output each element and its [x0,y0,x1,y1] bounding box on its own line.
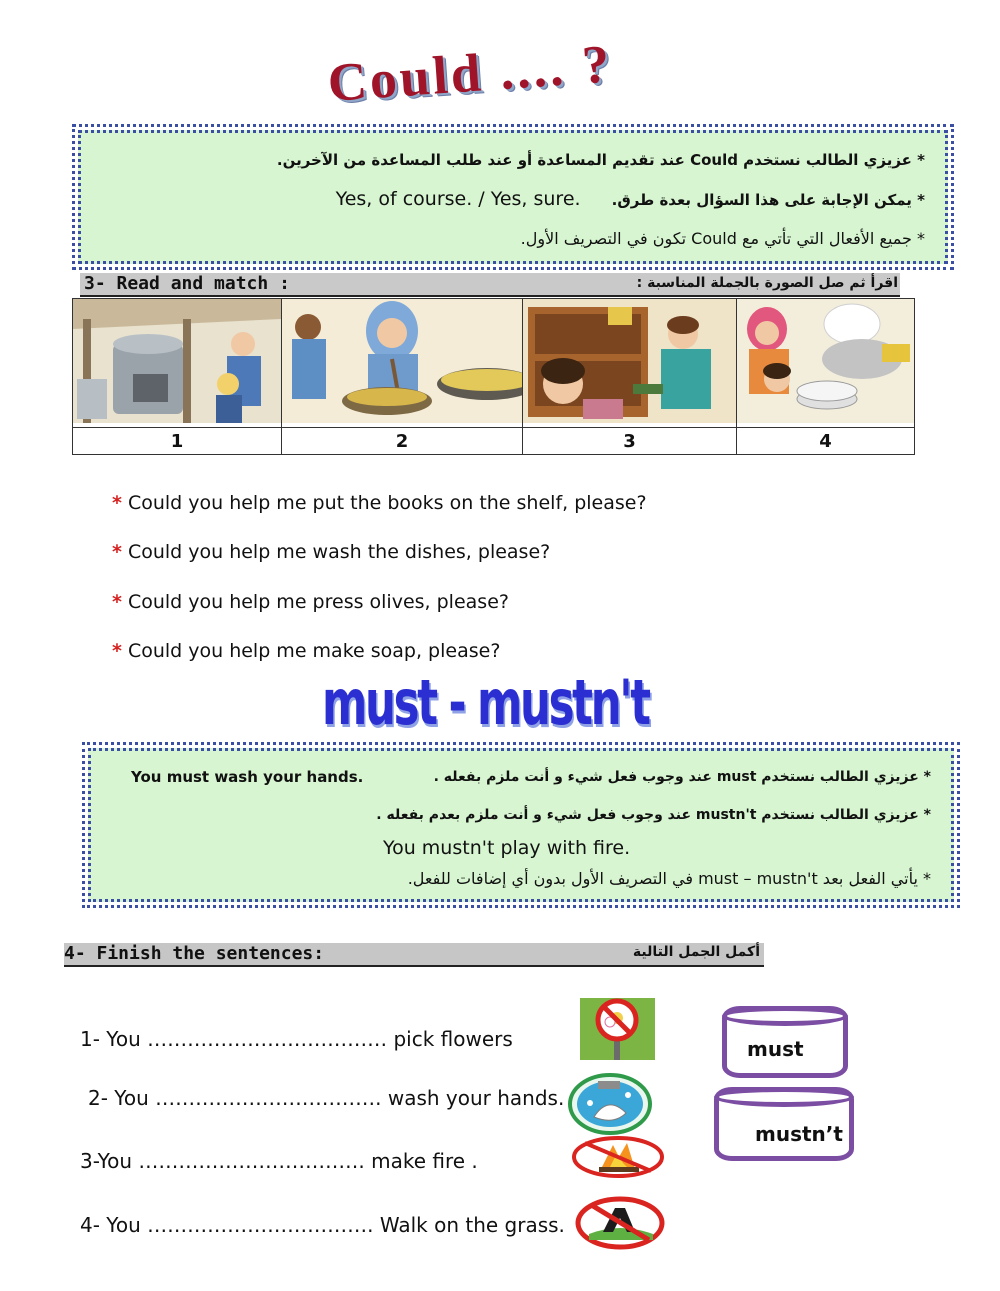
section-3-heading-english: 3- Read and match : [84,273,290,294]
no-fire-icon [571,1135,665,1179]
washing-dishes-picture-icon [737,299,914,423]
word-can-must [722,1006,848,1078]
finish-sentence: 4- You ……………………………. Walk on the grass. [80,1213,565,1237]
must-info-box [88,748,954,902]
finish-sentence: 1- You ……………………………… pick flowers [80,1027,513,1051]
must-title: must - mustn't [322,666,649,739]
must-info-line-1-arabic: * عزيزي الطالب نستخدم must عند وجوب فعل شيء و أنت ملزم بفعله . [433,769,931,785]
soap-making-picture-icon [282,299,522,423]
picture-washing-dishes [737,299,915,428]
match-sentence [112,640,500,662]
picture-olive-press [73,299,282,428]
match-sentence [112,541,550,563]
bullet-star: * [112,541,122,563]
bullet-star: * [112,492,122,514]
bullet-star: * [112,640,122,662]
could-info-line-2-arabic: * يمكن الإجابة على هذا السؤال بعدة طرق. [611,191,925,209]
must-info-line-1-english: You must wash your hands. [131,768,364,786]
picture-table [72,298,915,455]
picture-number: 3 [523,428,737,455]
match-sentence-text: Could you help me wash the dishes, please? [127,541,551,563]
section-4-heading-arabic: أكمل الجمل التالية [632,944,760,960]
section-4-heading [64,943,764,967]
books-shelf-picture-icon [523,299,736,423]
must-info-line-3: You mustn't play with fire. [383,837,631,859]
finish-sentence: 2- You ……………………………. wash your hands. [88,1086,565,1110]
match-sentence [112,492,647,514]
picture-number: 2 [282,428,523,455]
must-info-line-4: * يأتي الفعل بعد must – mustn't في التصريف الأول بدون أي إضافات للفعل. [407,869,931,888]
match-sentence-text: Could you help me put the books on the shelf, please? [127,492,647,514]
bullet-star: * [112,591,122,613]
section-4-heading-english: 4- Finish the sentences: [64,943,325,964]
wash-hands-icon [568,1073,652,1135]
must-info-line-2: * عزيزي الطالب نستخدم mustn't عند وجوب فعل شيء و أنت ملزم بعدم بفعله . [376,807,931,823]
could-info-box [78,130,948,264]
could-info-line-2-english: Yes, of course. / Yes, sure. [335,188,581,210]
picture-number: 1 [73,428,282,455]
olive-press-picture-icon [73,299,281,423]
no-walking-on-grass-icon [575,1196,665,1250]
section-3-heading-arabic: اقرأ ثم صل الصورة بالجملة المناسبة : [636,275,898,291]
picture-soap-making [282,299,523,428]
word-mustnt: mustn’t [755,1122,843,1146]
finish-sentence: 3-You ……………………………. make fire . [80,1149,478,1173]
match-sentence-text: Could you help me make soap, please? [127,640,501,662]
word-can-mustnt [714,1087,854,1161]
word-must: must [747,1037,804,1061]
page-title: Could .... ? [325,33,615,114]
could-info-line-3: * جميع الأفعال التي تأتي مع Could تكون في التصريف الأول. [520,229,925,248]
picture-books-shelf [523,299,737,428]
section-3-heading [80,273,900,297]
no-picking-flowers-icon [580,998,655,1060]
could-info-line-1: * عزيزي الطالب نستخدم Could عند تقديم المساعدة أو عند طلب المساعدة من الآخرين. [276,151,925,169]
match-sentence [112,591,509,613]
picture-number: 4 [737,428,915,455]
could-info-line-2 [95,188,925,210]
match-sentence-text: Could you help me press olives, please? [127,591,509,613]
